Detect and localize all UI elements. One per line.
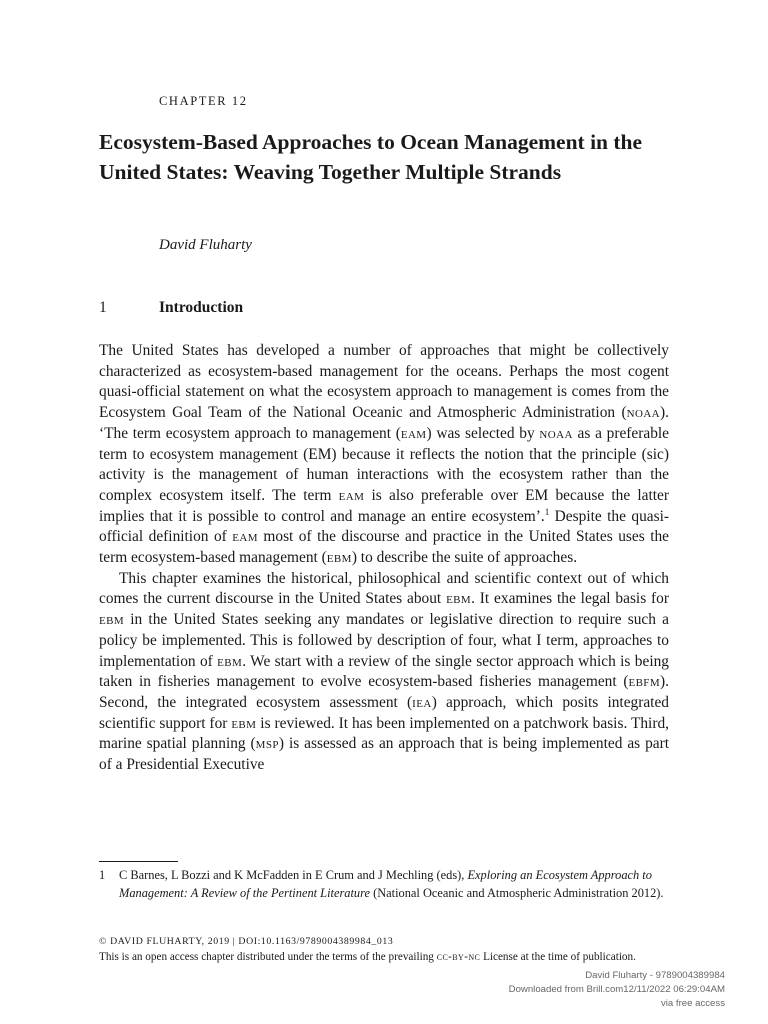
footnote-number: 1: [99, 868, 106, 882]
acronym: msp: [255, 735, 279, 753]
text-run: ) to describe the suite of approaches.: [351, 549, 578, 567]
section-number: 1: [99, 299, 107, 316]
license-statement: [99, 950, 669, 966]
copyright-doi-line: © DAVID FLUHARTY, 2019 | DOI:10.1163/9789004389984_013: [99, 936, 394, 947]
acronym: ebm: [231, 714, 257, 732]
text-run: . We start with a review of the single sector approach which is being taken in fisheries management to evolve ecosystem-based fisheries management (: [99, 652, 669, 691]
stamp-line-3: via free access: [661, 998, 725, 1009]
acronym: noaa: [626, 404, 661, 422]
section-heading: [99, 299, 669, 317]
text-run: (National Oceanic and Atmospheric Administration 2012).: [369, 885, 664, 900]
acronym: ebfm: [628, 673, 661, 691]
footnote-text: [119, 867, 669, 903]
text-run: ) was selected by: [426, 424, 540, 442]
footnote-divider: [99, 861, 178, 862]
body-text: [99, 341, 669, 776]
text-run: most of the discourse and practice in the United States uses the term ecosystem-based management (: [99, 528, 669, 567]
stamp-line-2: Downloaded from Brill.com12/11/2022 06:29:04AM: [508, 984, 725, 995]
cited-work-title: Exploring an Ecosystem Approach to Management: A Review of the Pertinent Literature: [119, 868, 652, 900]
copyright-notice: [99, 934, 669, 965]
text-run: License at the time of publication.: [480, 950, 636, 963]
stamp-line-1: David Fluharty - 9789004389984: [585, 970, 725, 981]
download-stamp: [425, 969, 725, 1011]
text-run: . It examines the legal basis for: [471, 590, 669, 608]
footnote: [99, 867, 669, 903]
paragraph-2: [99, 569, 669, 776]
acronym: ebm: [217, 652, 243, 670]
text-run: as a preferable term to ecosystem management (EM) because it reflects the notion that the principle (sic) activity is the management of human interactions with the ecosystem rather than the complex ecosystem itself. The term: [99, 424, 670, 504]
acronym: ebm: [326, 549, 352, 567]
paragraph-1: [99, 341, 669, 569]
text-run: is reviewed. It has been implemented on a patchwork basis. Third, marine spatial planning (: [99, 714, 669, 753]
section-title: Introduction: [159, 299, 244, 316]
text-run: This is an open access chapter distributed under the terms of the prevailing: [99, 950, 437, 963]
footnote-reference[interactable]: 1: [544, 506, 550, 517]
text-run: C Barnes, L Bozzi and K McFadden in E Crum and J Mechling (eds),: [119, 868, 468, 882]
acronym: eam: [400, 424, 427, 442]
text-run: ). ‘The term ecosystem approach to management (: [99, 404, 669, 442]
acronym: iea: [412, 693, 432, 711]
text-run: ). Second, the integrated ecosystem assessment (: [99, 673, 669, 711]
text-run: ) approach, which posits integrated scientific support for: [99, 693, 669, 732]
acronym: eam: [338, 486, 365, 504]
chapter-label: CHAPTER 12: [159, 94, 248, 108]
text-run: in the United States seeking any mandates or legislative direction to require such a policy be implemented. This is followed by description of four, what I term, approaches to implementation of: [99, 611, 669, 670]
license-name: cc-by-nc: [436, 950, 481, 963]
text-run: The United States has developed a number of approaches that might be collectively characterized as ecosystem-based management for the oceans. Perhaps the most cogent quasi-official statement on what the ecosystem approach to management is comes from the Ecosystem Goal Team of the National Oceanic and Atmospheric Administration (: [99, 342, 669, 422]
acronym: ebm: [446, 590, 472, 608]
chapter-title: Ecosystem-Based Approaches to Ocean Management in the United States: Weaving Together Multiple Strands: [99, 130, 643, 184]
text-run: Despite the quasi-official definition of: [99, 507, 669, 546]
acronym: noaa: [539, 424, 573, 442]
acronym: ebm: [99, 611, 125, 629]
text-run: ) is assessed as an approach that is being implemented as part of a Presidential Executive: [99, 735, 669, 774]
text-run: is also preferable over EM because the latter implies that it is possible to control and manage an entire ecosystem’.: [99, 486, 669, 525]
acronym: eam: [232, 528, 258, 546]
text-run: This chapter examines the historical, philosophical and scientific context out of which comes the current discourse in the United States about: [99, 569, 669, 608]
author-name: David Fluharty: [159, 237, 252, 253]
